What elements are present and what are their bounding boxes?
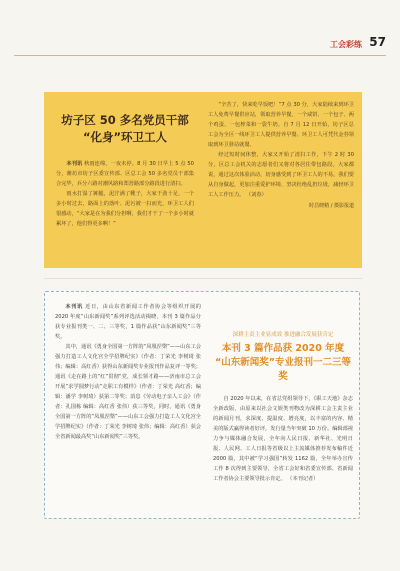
article2-byline: 本刊讯: [65, 304, 83, 310]
article3-title-line2: “山东新闻奖”专业报刊一二三等奖: [215, 357, 351, 382]
article1-paragraph-1: [56, 159, 194, 189]
article1-title: [56, 112, 194, 146]
article1-paragraph-4: [208, 150, 354, 200]
article1-photo-credit: 时昌晓精 / 摄影报道: [309, 203, 354, 209]
article1-body1: 秋雨连绵，一夜未停。8 月 30 日早上 5 点 50 分，潍坊市坊子区委宣传部、区总工会 50 多名党员干部集合完毕，兵分六路对潮风路和郑营路部分路段进行清扫。: [56, 161, 194, 187]
article1-credit: （刘春）: [245, 192, 267, 198]
article1-body4: 经过短时间休整，大家又开始了清扫工作，下午 2 时 30 分，区总工会机关的志愿者们又将对各居住带包路段。大家都说，通过这次体验活动，切身感受到了环卫工人的不易，我们要从自身做起，更加注重爱护环境、坚决杜绝乱扔垃圾，减轻环卫工人工作压力。: [208, 152, 354, 198]
section-divider: [44, 278, 362, 279]
article3-credit: （本刊记者）: [287, 476, 319, 482]
article3-tagline: 深耕主责主业显成效 推进融合发展获肯定: [232, 332, 334, 338]
article3-paragraph-1: [213, 394, 353, 484]
article3-title-line1: 本刊 3 篇作品获 2020 年度: [221, 343, 345, 354]
article1-title-line1: 坊子区 50 多名党员干部: [61, 113, 189, 127]
article3-title: [213, 342, 353, 384]
article1-byline: 本刊讯: [66, 161, 83, 167]
article2-paragraph-1: [55, 302, 201, 342]
article1-right-column: [208, 100, 354, 209]
article3-body1: 自 2020 年以来，在省总党组领导下，《职工天地》杂志全新改版，由原来以社会文娱类刊物改为深耕工会主责主业的新闻月刊，求深度、提温度、增亮度，以丰富的内容、精美的版式赢得读者好评，发行量当年突破 10 万份。编辑部视力争与媒体融合发展，全年向人民日报、新华社、光明日报、人民网、工人日报等省级以上主流媒体推荐发布稿件近 2000 篇，其中被“学习强国”转发 1162 篇，全年举办宣传工作 8 次得到主要领导，全省工会好和省委宣传部、省新闻工作者协会主要领导批示肯定。: [213, 396, 353, 482]
article2-body1: 近日，由山东省新闻工作者协会等组织开展的 2020 年度“山东新闻奖”系列评选活动揭晓，本刊 3 篇作品分获专业报刊类一、二、三等奖，1 篇作品获“山东新闻奖”三等奖。: [55, 304, 201, 340]
article1-paragraph-2: 雨水打湿了裤腿，泥泞满了靴子，大家干劲十足，一个多小时过去，路面上的落叶、泥污被一扫而光，环卫工人们很感动，“大家是在为我们分担啊，我们才干了一个多小时就累坏了，他们得更多啊！”: [56, 191, 194, 227]
article2-paragraph-2: 其中，通讯《勇身全国第一方阵的“凤凰涅槃”——山东工会强力打造工人文化宫全学招牌纪实》（作者：丁荣光 李树琦 张伟；编辑：高红香）获得山东新闻奖专业报刊作品复评一等奖；通讯《走在路上的“红”贯彻“党，成长领才路——济南市总工会开展“求学圆梦行动”走职工有模样》（作者：丁荣光 高红香；编辑：潘学 李树琦）获第二等奖；消息《劳动电子亲人工会》（作者：孔国栋 编辑：高红香 张伟）获三等奖，同时，通讯《勇身全国第一方阵的“凤凰涅槃”——山东工会强力打造工人文化宫全学招牌纪实》（作者：丁荣光 李树琦 张伟；编辑：高红香）获会全省新闻最高奖“山东新闻奖”三等奖。: [55, 344, 201, 440]
article2-column: [55, 302, 201, 442]
article1-left-column: [56, 112, 194, 229]
news-box: [44, 291, 360, 519]
header-brand: 工会彩练: [330, 40, 362, 49]
feature-article-panel: [44, 92, 362, 268]
article1-paragraph-3: “辛苦了，快来吃早饭吧！”7 点 30 分，大家陆续来到环卫工人免费早餐供应站，领取营养早餐，一个咸饼、一个包子、两个鸡蛋、一包榨菜和一袋牛奶。自 7 月 12 日开始，坊子区总工会为全区一线环卫工人提供营养早餐。环卫工人可凭代金券领取到环卫驿站就餐。: [208, 102, 354, 148]
article1-title-line2: “化身”环卫工人: [82, 130, 168, 144]
page-number: 57: [369, 35, 386, 49]
article3-column: [213, 330, 353, 484]
header-rule: [14, 55, 386, 56]
